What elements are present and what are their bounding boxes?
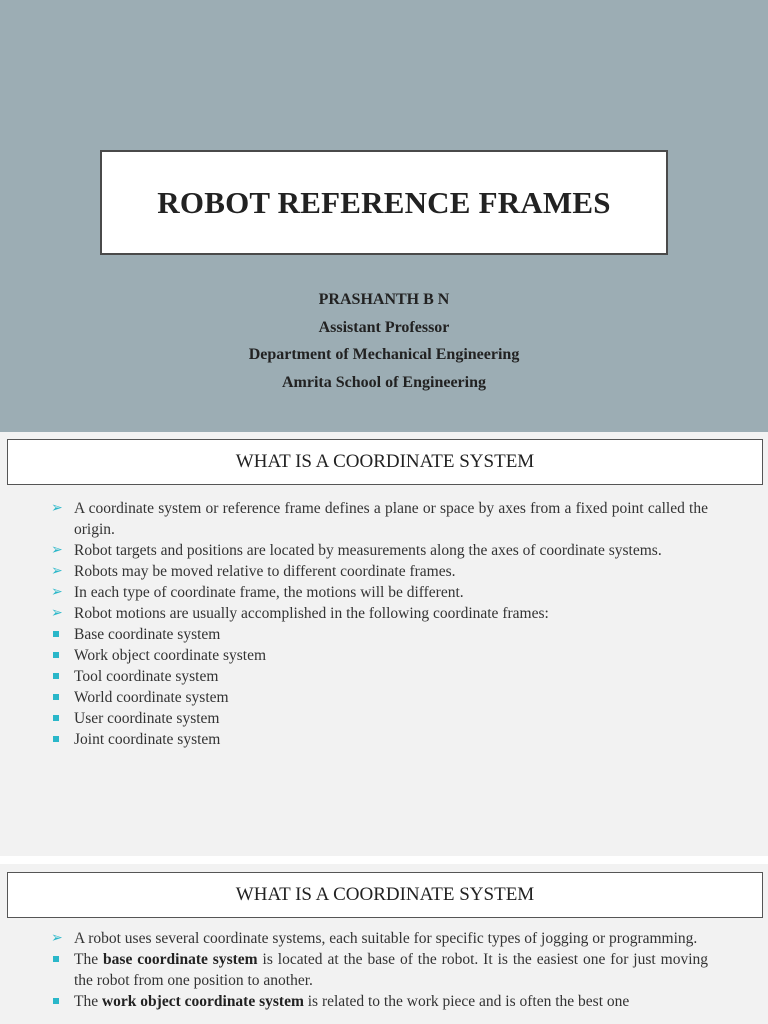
slide-header: WHAT IS A COORDINATE SYSTEM	[7, 439, 763, 485]
list-item: The base coordinate system is located at the base of the robot. It is the easiest one for just moving the robot from one position to another.	[51, 949, 708, 991]
square-bullet-icon	[53, 998, 59, 1004]
author-block	[0, 286, 768, 396]
square-bullet-icon	[53, 673, 59, 679]
arrow-bullet-icon: ➢	[51, 542, 63, 558]
list-item: Joint coordinate system	[51, 729, 708, 750]
author-department: Department of Mechanical Engineering	[248, 346, 520, 363]
list-item: Base coordinate system	[51, 624, 708, 645]
arrow-bullet-icon: ➢	[51, 584, 63, 600]
arrow-bullet-icon: ➢	[51, 563, 63, 579]
term-work-object-coordinate-system: work object coordinate system	[101, 993, 304, 1010]
list-item: Tool coordinate system	[51, 666, 708, 687]
square-bullet-icon	[53, 694, 59, 700]
list-item: ➢ A robot uses several coordinate systems, each suitable for specific types of jogging or programming.	[51, 930, 698, 947]
author-school: Amrita School of Engineering	[282, 373, 486, 391]
arrow-bullet-icon: ➢	[51, 500, 63, 516]
square-bullet-icon	[53, 956, 59, 962]
list-item: User coordinate system	[51, 708, 708, 729]
list-item: The work object coordinate system is related to the work piece and is often the best one	[51, 991, 708, 1012]
list-item: ➢ Robot motions are usually accomplished in the following coordinate frames:	[51, 605, 549, 622]
title-slide	[0, 0, 768, 432]
bullet-list	[51, 928, 708, 1012]
arrow-bullet-icon: ➢	[51, 605, 63, 621]
slide-header: WHAT IS A COORDINATE SYSTEM	[7, 872, 763, 918]
author-name: PRASHANTH B N	[318, 291, 450, 308]
list-item: ➢ In each type of coordinate frame, the motions will be different.	[51, 584, 464, 601]
square-bullet-icon	[53, 715, 59, 721]
coordinate-system-slide-2	[0, 864, 768, 1024]
square-bullet-icon	[53, 631, 59, 637]
term-base-coordinate-system: base coordinate system	[103, 951, 258, 968]
list-item: ➢ Robot targets and positions are located by measurements along the axes of coordinate systems.	[51, 542, 662, 559]
list-item: World coordinate system	[51, 687, 708, 708]
square-bullet-icon	[53, 652, 59, 658]
title-box	[100, 150, 668, 255]
slide-title: ROBOT REFERENCE FRAMES	[157, 184, 611, 220]
bullet-list	[51, 498, 708, 750]
square-bullet-icon	[53, 736, 59, 742]
arrow-bullet-icon: ➢	[51, 930, 63, 946]
list-item: Work object coordinate system	[51, 645, 708, 666]
coordinate-system-slide	[0, 432, 768, 856]
list-item: ➢ A coordinate system or reference frame defines a plane or space by axes from a fixed point called the origin.	[51, 500, 708, 538]
author-role: Assistant Professor	[318, 318, 450, 336]
list-item: ➢ Robots may be moved relative to different coordinate frames.	[51, 563, 456, 580]
